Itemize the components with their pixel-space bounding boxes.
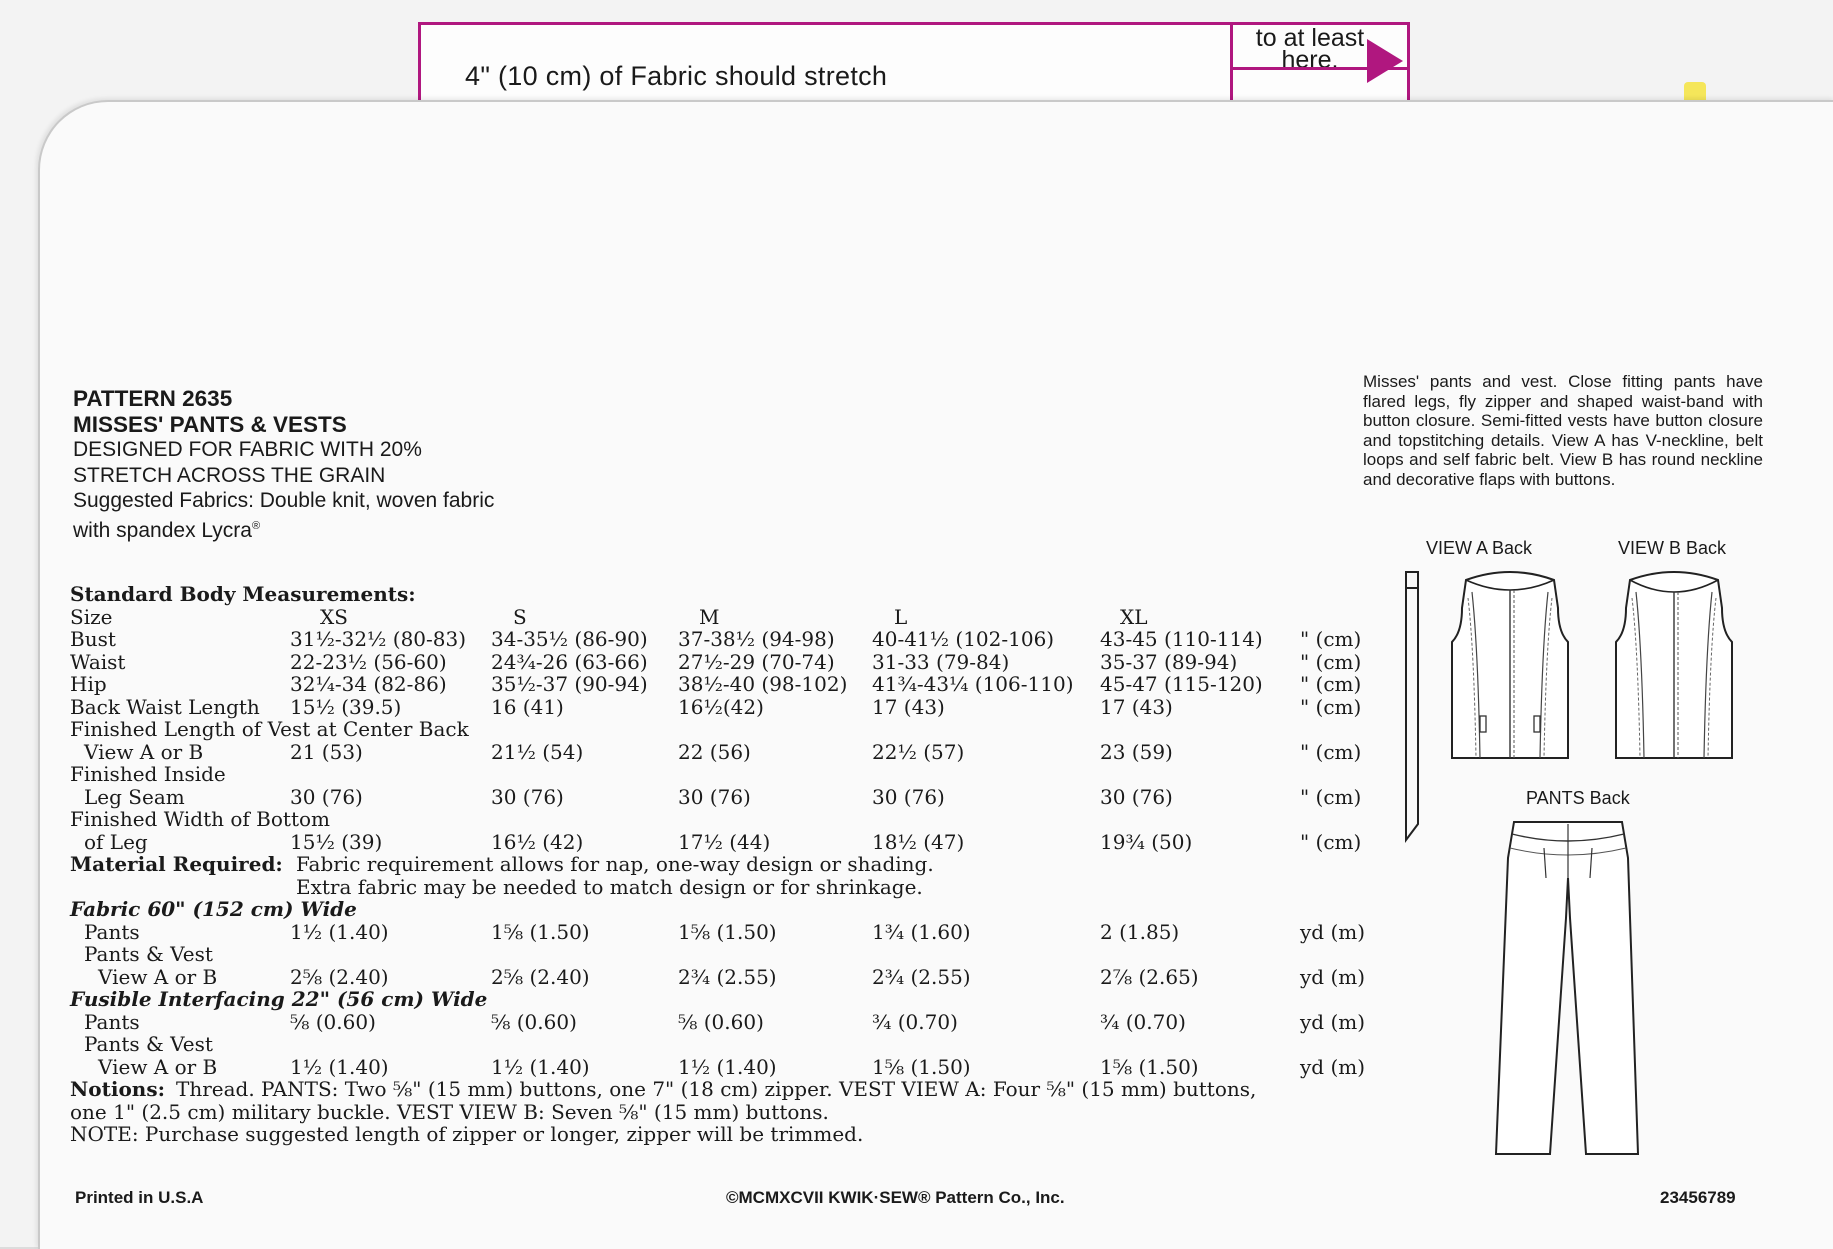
pattern-number: PATTERN 2635 [73, 386, 233, 411]
measurements-title: Standard Body Measurements: [70, 582, 416, 606]
stretch-target-label: to at least here. [1255, 24, 1365, 74]
stretch-gauge [418, 22, 1410, 105]
pants-label: PANTS Back [1526, 788, 1630, 808]
pattern-code: 23456789 [1660, 1188, 1736, 1207]
stretch-target-box [1230, 22, 1407, 105]
registered-mark: ® [251, 519, 261, 532]
pattern-description: Misses' pants and vest. Close fitting pants have flared legs, fly zipper and shaped waist-band with button closure. Semi-fitted vests have button closure and topstitching details. View A has V-neckline, belt loops and self fabric belt. View B has round neckline and decorative flaps with buttons. [1363, 372, 1763, 489]
view-b-label: VIEW B Back [1618, 538, 1727, 558]
printed-in: Printed in U.S.A [75, 1188, 204, 1207]
envelope-back: 4" (10 cm) of Fabric should stretch to at least here. PATTERN 2635 MISSES' PANTS & VESTS DESIGNED FOR FABRIC WITH 20% STRETCH ACROSS THE GRAIN Suggested Fabrics: Double knit, woven fabric with spandex Lycra® Misses' pants and vest. Close fitting pants have flared legs, fly zipper and shaped waist-band with button closure. Semi-fitted vests have button closure and topstitching details. View A has V-neckline, belt loops and self fabric belt. View B has round neckline and decorative flaps with buttons. VIEW A Back VIEW B Back PANTS Back Standard Body Measurements: Size XS S M L XL Bust 31½-32½ (80-83) 34-35½ (86-90) 37-38½ (94-98) 40-41½ (102-106) 43-45 (110-114) " (cm) Waist 22-23½ (56-60) 24¾-26 (63-66) 27½-29 (70-74) 31-33 (79-84) 35-37 (89-94) " (cm) Hip 32¼-34 (82-86) 35½-37 (90-94) 38½-40 (98-102) 41¾-43¼ (106-110) 45-47 (115-120) " (cm) Back Waist Length 15½ (39.5) 16 (41) 16½(42) 17 (43) 17 (43) " (cm) Finished Length of Vest at Center Back View A or B 21 (53) 21½ (54) 22 (56) 22½ (57) 23 (59) " (cm) Finished Inside Leg Seam 30 (76) 30 (76) 30 (76) 30 (76) 30 (76) " (cm) Finished Width of Bottom of Leg 15½ (39) 16½ (42) 17½ (44) 18½ (47) 19¾ (50) " (cm) Material Required: Fabric requirement allows for nap, one-way design or shading. Extra fabric may be needed to match design or for shrinkage. Fabric 60" (152 cm) Wide Pants 1½ (1.40) 1⅝ (1.50) 1⅝ (1.50) 1¾ (1.60) 2 (1.85) yd (m) Pants & Vest View A or B 2⅝ (2.40) 2⅝ (2.40) 2¾ (2.55) 2¾ (2.55) 2⅞ (2.65) yd (m) Fusible Interfacing 22" (56 cm) Wide Pants ⅝ (0.60) ⅝ (0.60) ⅝ (0.60) ¾ (0.70) ¾ (0.70) yd (m) Pants & Vest View A or B 1½ (1.40) 1½ (1.40) 1½ (1.40) 1⅝ (1.50) 1⅝ (1.50) yd (m) Notions: Thread. PANTS: Two ⅝" (15 mm) buttons, one 7" (18 cm) zipper. VEST VIEW A: Four ⅝" (15 mm) buttons, one 1" (2.5 cm) military buckle. VEST VIEW B: Seven ⅝" (15 mm) buttons. NOTE: Purchase suggested length of zipper or longer, zipper will be trimmed. Printed in U.S.A ©MCMXCVII KWIK·SEW® Pattern Co., Inc. 23456789 [0, 0, 1833, 1247]
pattern-header: PATTERN 2635 MISSES' PANTS & VESTS DESIGNED FOR FABRIC WITH 20% STRETCH ACROSS THE GRAIN Suggested Fabrics: Double knit, woven fabric with spandex Lycra® [73, 386, 495, 542]
view-a-label: VIEW A Back [1426, 538, 1533, 558]
interfacing-heading: Fusible Interfacing 22" (56 cm) Wide [70, 987, 488, 1011]
stretch-gauge-text: 4" (10 cm) of Fabric should stretch [465, 61, 888, 91]
pants-back-sketch [1488, 818, 1648, 1164]
fabric-heading: Fabric 60" (152 cm) Wide [70, 897, 357, 921]
zipper-note: NOTE: Purchase suggested length of zipper or longer, zipper will be trimmed. [70, 1122, 864, 1146]
vest-view-b-sketch [1612, 568, 1736, 762]
vest-view-a-sketch [1448, 568, 1572, 762]
belt-sketch [1400, 568, 1424, 844]
copyright: ©MCMXCVII KWIK·SEW® Pattern Co., Inc. [726, 1188, 1065, 1207]
pattern-title: MISSES' PANTS & VESTS [73, 411, 347, 437]
arrow-right-icon [1367, 39, 1403, 83]
